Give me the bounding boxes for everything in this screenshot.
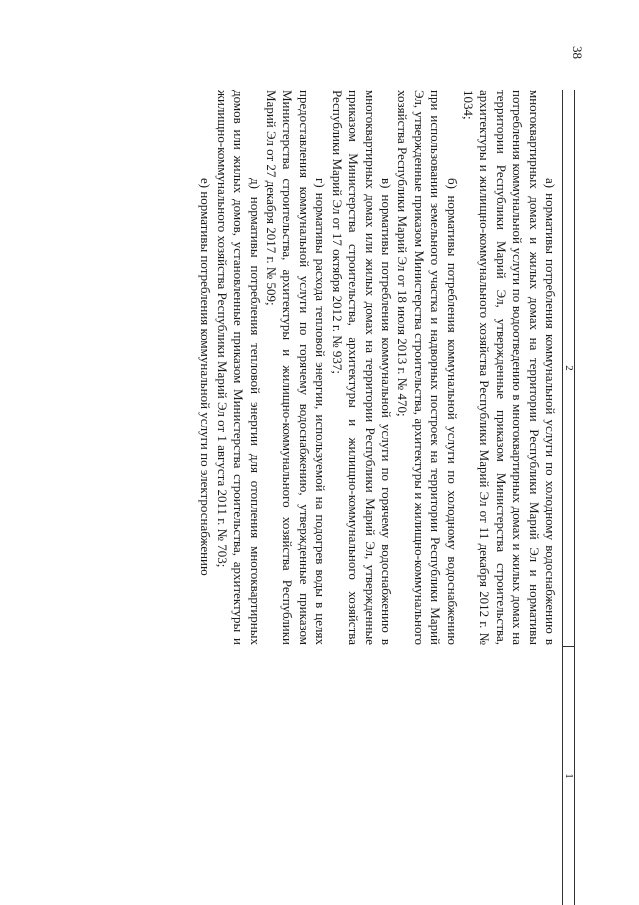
paragraph-g: г) нормативы расхода тепловой энергии, используемой на подогрев воды в целях предоставления коммунальной услуги по горячему водоснабжению, утвержденные приказом Министерства строительства, архитектуры и жилищно-коммунального хозяйства Республики Марий Эл от 27 декабря 2017 г. № 509; bbox=[264, 90, 329, 645]
rotated-page bbox=[85, 90, 575, 905]
paragraph-a: а) нормативы потребления коммунальной услуги по холодному водоснабжению в многоквартирных домах и жилых домах на территории Республики Марий Эл и нормативы потребления коммунальной услуги по водоотведению в многоквартирных домах и жилых домах на территории Республики Марий Эл, утвержденные приказом Министерства строительства, архитектуры и жилищно-коммунального хозяйства Республики Марий Эл от 11 декабря 2012 г. № 1034; bbox=[460, 90, 558, 645]
paragraph-b: б) нормативы потребления коммунальной услуги по холодному водоснабжению при использовании земельного участка и надворных построек на территории Республики Марий Эл, утвержденные приказом Министерства строительства, архитектуры и жилищно-коммунального хозяйства Республики Марий Эл от 18 июля 2013 г. № 470; bbox=[395, 90, 460, 645]
paragraph-v: в) нормативы потребления коммунальной услуги по горячему водоснабжению в многоквартирных домах или жилых домах на территории Республики Марий Эл, утвержденные приказом Министерства строительства, архитектуры и жилищно-коммунального хозяйства Республики Марий Эл от 17 октября 2012 г. № 937; bbox=[329, 90, 394, 645]
document-table bbox=[85, 90, 575, 905]
paragraph-d: д) нормативы потребления тепловой энергии для отопления многоквартирных домов или жилых домов, установленные приказом Министерства строительства, архитектуры и жилищно-коммунального хозяйства Республики Марий Эл от 1 августа 2011 г. № 703; bbox=[214, 90, 263, 645]
table-cell-content bbox=[197, 90, 558, 645]
page-number: 38 bbox=[570, 46, 585, 59]
column-number-1: 1 bbox=[563, 773, 575, 779]
paragraph-e: е) нормативы потребления коммунальной услуги по электроснабжению bbox=[198, 178, 214, 576]
column-number-2: 2 bbox=[563, 365, 575, 371]
